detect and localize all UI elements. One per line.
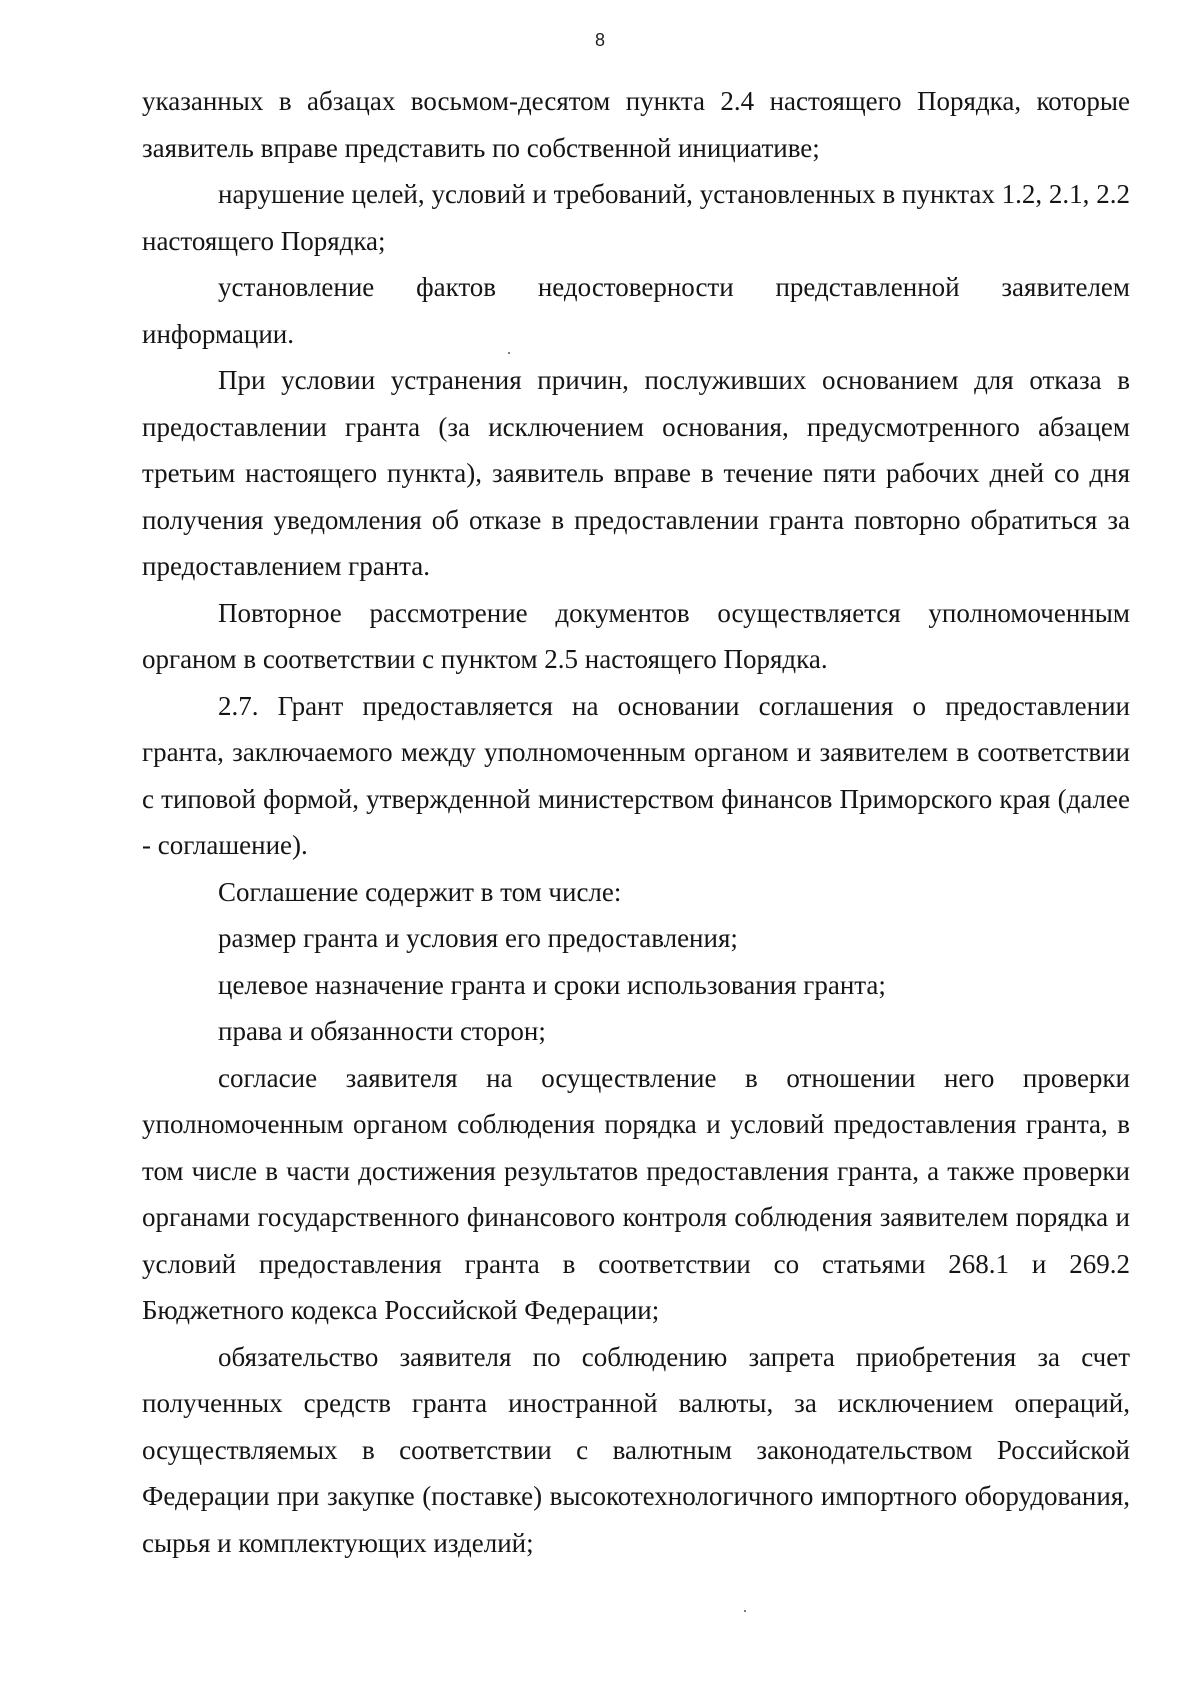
list-item-rights: права и обязанности сторон; [218,1016,546,1046]
paragraph-violation-goals: нарушение целей, условий и требований, установленных в пунктах 1.2, 2.1, 2.2 настоящего Порядка; [142,179,1130,256]
paragraph-repeat-review: Повторное рассмотрение документов осуществляется уполномоченным органом в соответствии с пунктом 2.5 настоящего Порядка. [142,597,1130,674]
scan-speck [508,352,510,354]
page-number: 8 [594,30,605,50]
list-item-grant-size: размер гранта и условия его предоставления; [218,923,738,953]
paragraph-reapplication: При условии устранения причин, послуживших основанием для отказа в предоставлении гранта (за исключением основания, предусмотренного абзацем третьим настоящего пункта), заявитель вправе в течение пяти рабочих дней со дня получения уведомления об отказе в предоставлении гранта повторно обратиться за предоставлением гранта. [142,365,1130,581]
list-item-consent-audit: согласие заявителя на осуществление в отношении него проверки уполномоченным органом соблюдения порядка и условий предоставления гранта, в том числе в части достижения результатов предоставления гранта, а также проверки органами государственного финансового контроля соблюдения заявителем порядка и условий предоставления гранта в соответствии со статьями 268.1 и 269.2 Бюджетного кодекса Российской Федерации; [142,1062,1130,1325]
paragraph-continuation: указанных в абзацах восьмом-десятом пункта 2.4 настоящего Порядка, которые заявитель вправе представить по собственной инициативе; [142,86,1130,163]
document-body [142,78,1130,1566]
paragraph-false-information: установление фактов недостоверности представленной заявителем информации. [142,272,1130,349]
scan-speck [744,1610,746,1612]
paragraph-agreement-contents: Соглашение содержит в том числе: [218,876,622,907]
list-item-purpose: целевое назначение гранта и сроки использования гранта; [218,969,886,1000]
list-item-currency-ban: обязательство заявителя по соблюдению запрета приобретения за счет полученных средств гранта иностранной валюты, за исключением операций, осуществляемых в соответствии с валютным законодательством Российской Федерации при закупке (поставке) высокотехнологичного импортного оборудования, сырья и комплектующих изделий; [142,1341,1130,1558]
paragraph-section-2-7: 2.7. Грант предоставляется на основании соглашения о предоставлении гранта, заключаемого между уполномоченным органом и заявителем в соответствии с типовой формой, утвержденной министерством финансов Приморского края (далее - соглашение). [142,690,1130,860]
